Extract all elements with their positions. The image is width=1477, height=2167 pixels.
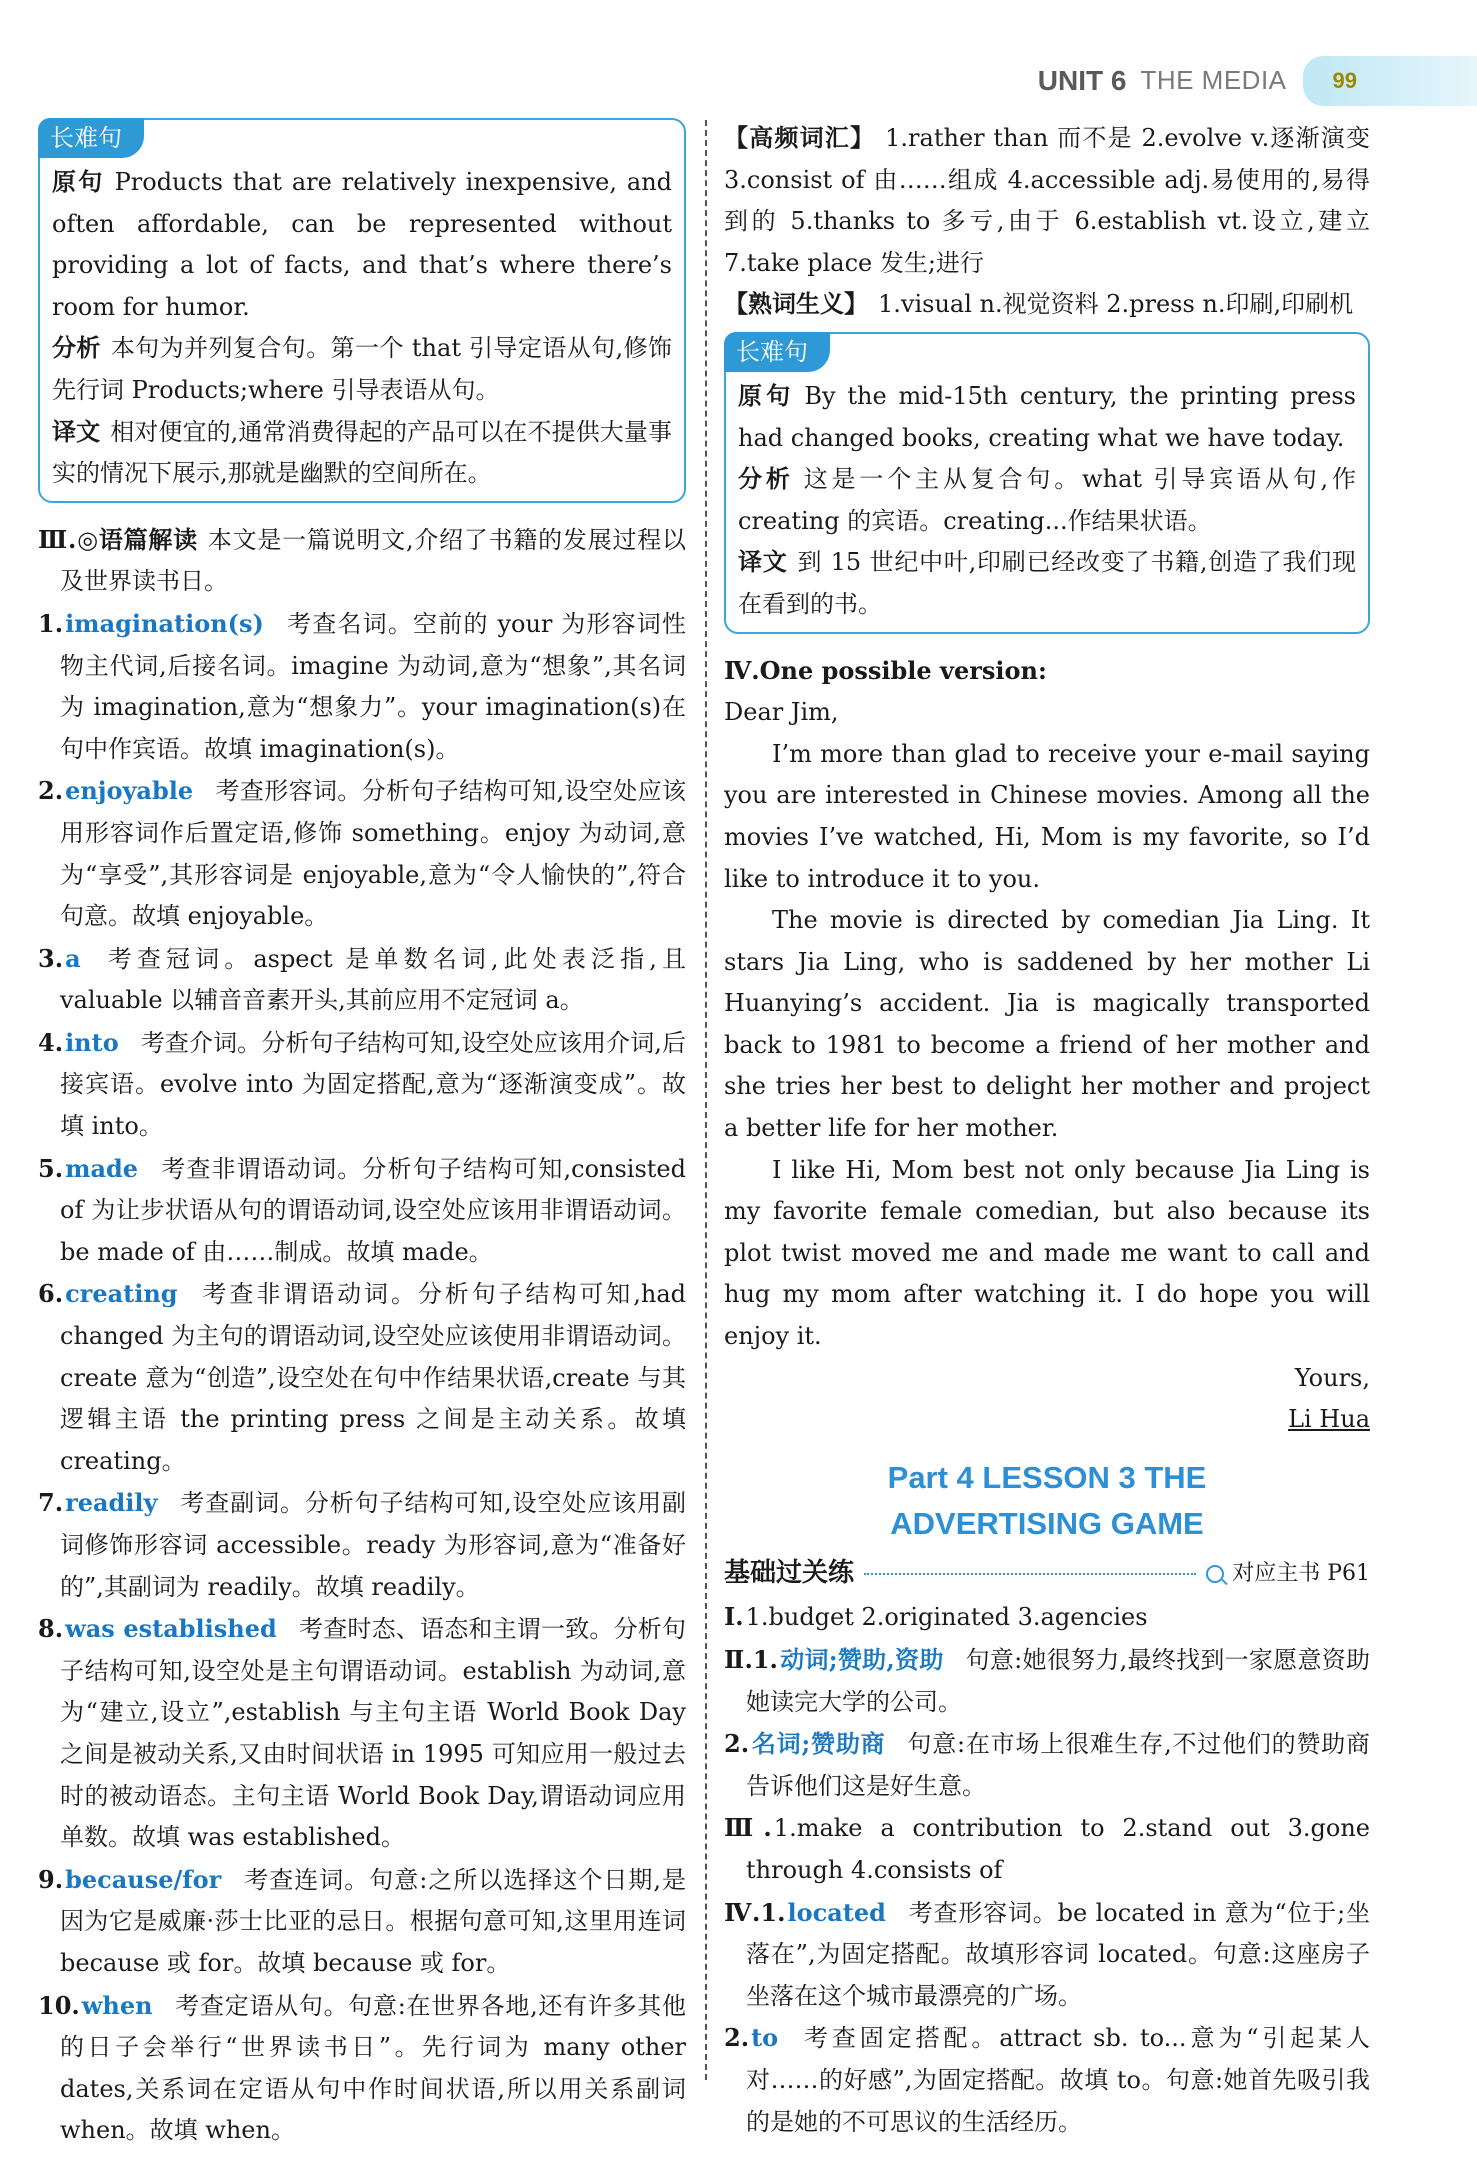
column-divider <box>705 120 707 2080</box>
long-sentence-box-2 <box>724 332 1370 634</box>
answer-item: 5.made 考查非谓语动词。分析句子结构可知,consisted of 为让步状语从句的谓语动词,设空处应该用非谓语动词。be made of 由……制成。故填 made。 <box>38 1153 686 1266</box>
search-icon <box>1206 1565 1224 1583</box>
letter-signature: Li Hua <box>1288 1405 1370 1434</box>
exercise-item: Ⅱ.1.动词;赞助,资助 句意:她很努力,最终找到一家愿意资助她读完大学的公司。 <box>724 1645 1371 1716</box>
answer-item: 6.creating 考查非谓语动词。分析句子结构可知,had changed 为主句的谓语动词,设空处应该使用非谓语动词。create 意为“创造”,设空处在句中作结果状语,create 与其逻辑主语 the printing press 之间是主动关系。故填 creating。 <box>38 1279 686 1475</box>
section-heading: Ⅲ.◎语篇解读 本文是一篇说明文,介绍了书籍的发展过程以及世界读书日。 <box>38 524 686 596</box>
original-sentence: 原句 Products that are relatively inexpensive, and often affordable, can be represented without providing a lot of facts, and that’s where there’s room for humor. <box>52 168 673 321</box>
translation: 译文 到 15 世纪中叶,印刷已经改变了书籍,创造了我们现在看到的书。 <box>738 548 1356 618</box>
analysis: 分析 本句为并列复合句。第一个 that 引导定语从句,修饰先行词 Products;where 引导表语从句。 <box>52 334 672 404</box>
page-header <box>1038 58 1477 104</box>
basic-practice-bar <box>724 1553 1370 1595</box>
freq-vocab: 【高频词汇】 1.rather than 而不是 2.evolve v.逐渐演变 3.consist of 由……组成 4.accessible adj.易使用的,易得到的 5.thanks to 多亏,由于 6.establish vt.设立,建立 7.take place 发生;进行 <box>724 124 1370 277</box>
letter-closing: Yours, <box>1294 1363 1370 1392</box>
letter-paragraph: The movie is directed by comedian Jia Ling. It stars Jia Ling, who is saddened by her mother Li Huanying’s accident. Jia is magically transported back to 1981 to become a friend of her mother and she tries her best to delight her mother and project a better life for her mother. <box>724 906 1370 1143</box>
exercise-list <box>724 1596 1370 2143</box>
analysis: 分析 这是一个主从复合句。what 引导宾语从句,作 creating 的宾语。creating...作结果状语。 <box>738 465 1357 535</box>
left-column <box>38 118 686 2152</box>
answer-item: 7.readily 考查副词。分析句子结构可知,设空处应该用副词修饰形容词 accessible。ready 为形容词,意为“准备好的”,其副词为 readily。故填 readily。 <box>38 1488 686 1601</box>
known-word-new-meaning: 【熟词生义】 1.visual n.视觉资料 2.press n.印刷,印刷机 <box>724 290 1354 319</box>
answer-list <box>38 603 686 2152</box>
basic-practice-title: 基础过关练 <box>724 1557 855 1588</box>
page-number: 99 <box>1303 56 1477 106</box>
original-sentence: 原句 By the mid-15th century, the printing press had changed books, creating what we have today. <box>738 381 1356 452</box>
exercise-item: 2.to 考查固定搭配。attract sb. to...意为“引起某人对……的好感”,为固定搭配。故填 to。句意:她首先吸引我的是她的不可思议的生活经历。 <box>724 2023 1370 2136</box>
answer-item: 9.because/for 考查连词。句意:之所以选择这个日期,是因为它是威廉·莎士比亚的忌日。根据句意可知,这里用连词 because 或 for。故填 because 或 for。 <box>38 1864 686 1977</box>
answer-item: 8.was established 考查时态、语态和主谓一致。分析句子结构可知,设空处是主句谓语动词。establish 为动词,意为“建立,设立”,establish 与主句主语 World Book Day 之间是被动关系,又由时间状语 in 1995 可知应用一般过去时的被动语态。主句主语 World Book Day,谓语动词应用单数。故填 was established。 <box>38 1614 687 1852</box>
unit-title: THE MEDIA <box>1140 65 1287 96</box>
box-tag: 长难句 <box>724 332 830 372</box>
part-title: Part 4 LESSON 3 THE ADVERTISING GAME <box>887 1459 1207 1541</box>
answer-item: 10.when 考查定语从句。句意:在世界各地,还有许多其他的日子会举行“世界读书日”。先行词为 many other dates,关系词在定语从句中作时间状语,所以用关系副词 when。故填 when。 <box>38 1990 686 2145</box>
letter-paragraph: I like Hi, Mom best not only because Jia Ling is my favorite female comedian, but also because its plot twist moved me and made me want to call and hug my mom after watching it. I do hope you will enjoy it. <box>724 1155 1370 1351</box>
reference: 对应主书 P61 <box>1206 1553 1370 1595</box>
dotted-rule <box>864 1573 1196 1575</box>
box-tag: 长难句 <box>38 118 144 158</box>
answer-item: 2.enjoyable 考查形容词。分析句子结构可知,设空处应该用形容词作后置定语,修饰 something。enjoy 为动词,意为“享受”,其形容词是 enjoyable,意为“令人愉快的”,符合句意。故填 enjoyable。 <box>38 776 686 931</box>
right-column <box>724 118 1370 2143</box>
section-heading-4: Ⅳ.One possible version: <box>724 655 1047 685</box>
unit-label: UNIT 6 <box>1037 65 1127 97</box>
translation: 译文 相对便宜的,通常消费得起的产品可以在不提供大量事实的情况下展示,那就是幽默的空间所在。 <box>52 417 673 488</box>
answer-item: 3.a 考查冠词。aspect 是单数名词,此处表泛指,且 valuable 以辅音音素开头,其前应用不定冠词 a。 <box>38 943 686 1015</box>
exercise-item: Ⅰ.1.budget 2.originated 3.agencies <box>724 1602 1148 1632</box>
exercise-item: 2.名词;赞助商 句意:在市场上很难生存,不过他们的赞助商告诉他们这是好生意。 <box>724 1729 1370 1800</box>
answer-item: 4.into 考查介词。分析句子结构可知,设空处应该用介词,后接宾语。evolve into 为固定搭配,意为“逐渐演变成”。故填 into。 <box>38 1027 686 1141</box>
sample-letter <box>724 692 1370 1441</box>
answer-item: 1.imagination(s) 考查名词。空前的 your 为形容词性物主代词,后接名词。imagine 为动词,意为“想象”,其名词为 imagination,意为“想象力”。your imagination(s)在句中作宾语。故填 imagination(s)。 <box>38 608 686 763</box>
letter-greeting: Dear Jim, <box>724 698 839 727</box>
exercise-item: Ⅳ.1.located 考查形容词。be located in 意为“位于;坐落在”,为固定搭配。故填形容词 located。句意:这座房子坐落在这个城市最漂亮的广场。 <box>724 1897 1370 2010</box>
long-sentence-box <box>38 118 686 503</box>
exercise-item: Ⅲ.1.make a contribution to 2.stand out 3.gone through 4.consists of <box>724 1813 1370 1884</box>
letter-paragraph: I’m more than glad to receive your e-mail saying you are interested in Chinese movies. Among all the movies I’ve watched, Hi, Mom is my favorite, so I’d like to introduce it to you. <box>724 739 1370 893</box>
